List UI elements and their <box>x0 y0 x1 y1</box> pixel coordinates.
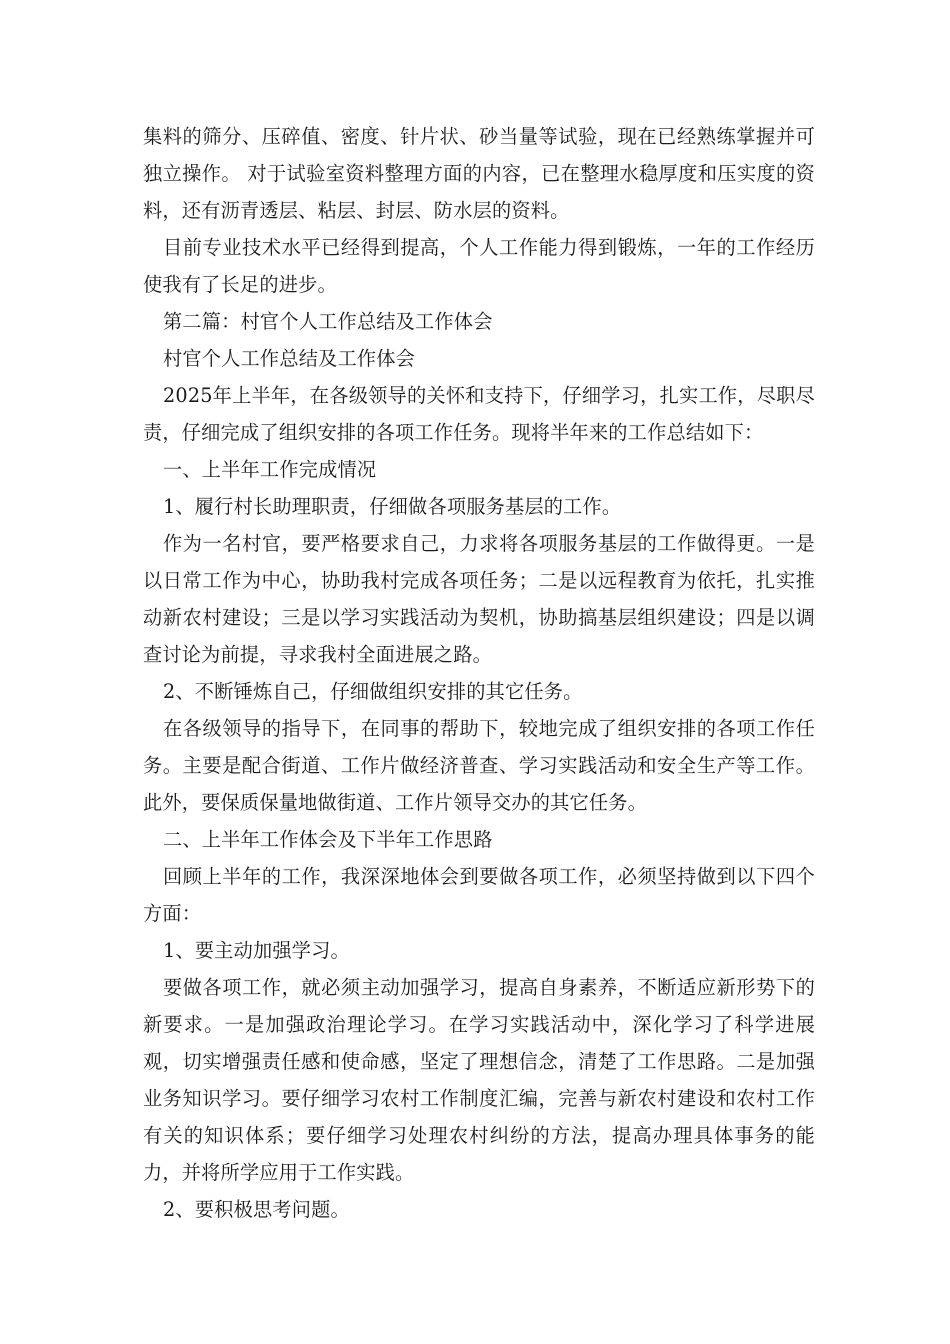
item-1-study: 1、要主动加强学习。 <box>163 939 350 962</box>
item-2-self-improvement: 2、不断锤炼自己，仔细做组织安排的其它任务。 <box>163 680 583 703</box>
document-subtitle: 村官个人工作总结及工作体会 <box>163 347 416 370</box>
section-heading-part-two: 第二篇：村官个人工作总结及工作体会 <box>163 310 493 333</box>
heading-first-half-completion: 一、上半年工作完成情况 <box>163 458 377 481</box>
paragraph-review: 回顾上半年的工作，我深深地体会到要做各项工作，必须坚持做到以下四个方面： <box>143 865 815 925</box>
item-1-duties: 1、履行村长助理职责，仔细做各项服务基层的工作。 <box>163 495 622 518</box>
paragraph-skill-improvement: 目前专业技术水平已经得到提高，个人工作能力得到锻炼，一年的工作经历使我有了长足的进步。 <box>143 236 815 296</box>
paragraph-continued-lab-work: 集料的筛分、压碎值、密度、针片状、砂当量等试验，现在已经熟练掌握并可独立操作。 对于试验室资料整理方面的内容，已在整理水稳厚度和压实度的资料，还有沥青透层、粘层、封层、防水层的资料。 <box>143 125 815 222</box>
paragraph-leadership-guidance: 在各级领导的指导下，在同事的帮助下，较地完成了组织安排的各项工作任务。主要是配合街道、工作片做经济普查、学习实践活动和安全生产等工作。此外，要保质保量地做街道、工作片领导交办的其它任务。 <box>143 717 815 814</box>
paragraph-village-official-role: 作为一名村官，要严格要求自己，力求将各项服务基层的工作做得更。一是以日常工作为中心，协助我村完成各项任务；二是以远程教育为依托，扎实推动新农村建设；三是以学习实践活动为契机，协助搞基层组织建设；四是以调查讨论为前提，寻求我村全面进展之路。 <box>143 532 815 666</box>
document-body <box>143 118 815 1228</box>
heading-experience-and-plans: 二、上半年工作体会及下半年工作思路 <box>163 828 493 851</box>
paragraph-study-details: 要做各项工作，就必须主动加强学习，提高自身素养，不断适应新形势下的新要求。一是加强政治理论学习。在学习实践活动中，深化学习了科学进展观，切实增强责任感和使命感，坚定了理想信念，清楚了工作思路。二是加强业务知识学习。要仔细学习农村工作制度汇编，完善与新农村建设和农村工作有关的知识体系；要仔细学习处理农村纠纷的方法，提高办理具体事务的能力，并将所学应用于工作实践。 <box>143 976 815 1184</box>
paragraph-intro-2025: 2025年上半年，在各级领导的关怀和支持下，仔细学习，扎实工作，尽职尽责，仔细完成了组织安排的各项工作任务。现将半年来的工作总结如下： <box>143 384 815 444</box>
item-2-thinking: 2、要积极思考问题。 <box>163 1198 350 1221</box>
